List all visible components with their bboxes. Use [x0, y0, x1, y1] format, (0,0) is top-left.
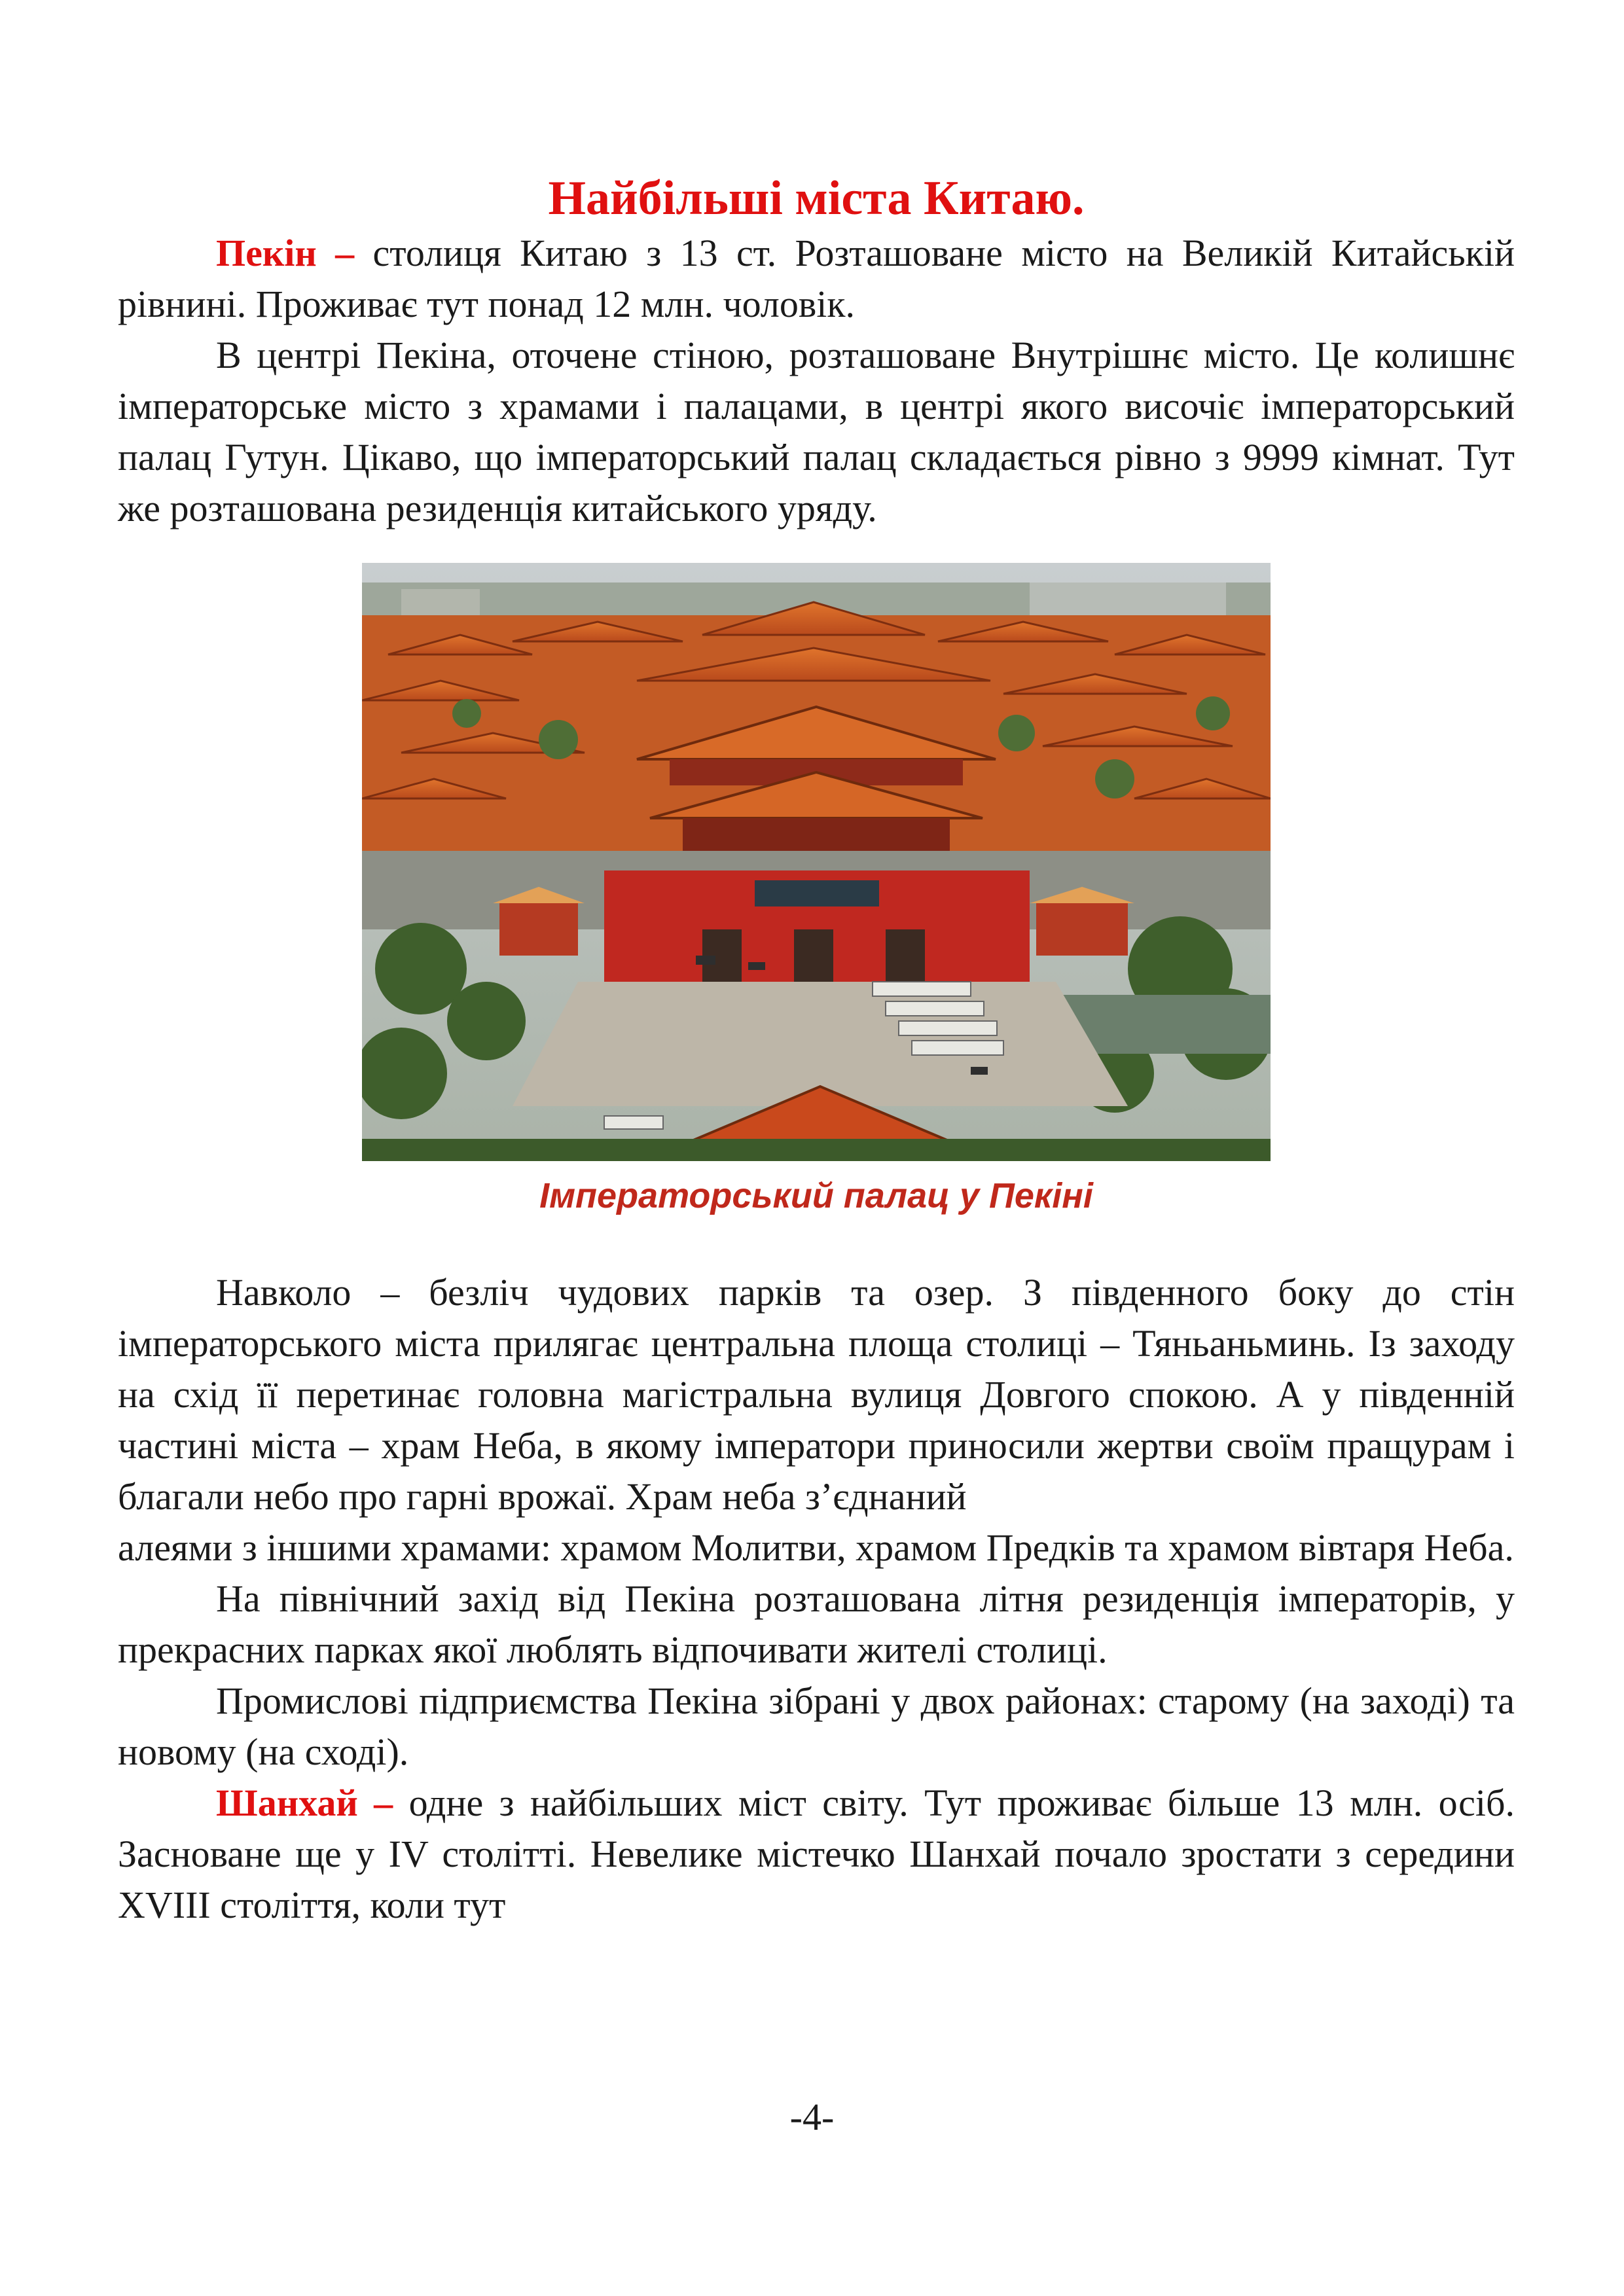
- figure-caption: Імператорський палац у Пекіні: [539, 1176, 1093, 1215]
- figure-imperial-palace: [118, 563, 1515, 1219]
- paragraph-inner-city: В центрі Пекіна, оточене стіною, розташоване Внутрішнє місто. Це колишнє імператорське місто з храмами і палацами, в центрі якого височіє імператорський палац Гутун. Цікаво, що імператорський палац складається рівно з 9999 кімнат. Тут же розташована резиденція китайського уряду.: [118, 334, 1515, 529]
- paragraph-beijing-intro: [118, 228, 1515, 330]
- paragraph-industry: Промислові підприємства Пекіна зібрані у двох районах: старому (на заході) та новому (на сході).: [118, 1679, 1515, 1773]
- paragraph-tiananmen: Навколо – безліч чудових парків та озер. З південного боку до стін імператорського міста прилягає центральна площа столиці – Тяньаньминь. Із заходу на схід її перетинає головна магістральна вулиця Довгого спокою. А у південній частині міста – храм Неба, в якому імператори приносили жертви своїм пращурам і благали небо про гарні врожаї. Храм неба з’єднаний: [118, 1271, 1515, 1518]
- page-number: -4-: [789, 2096, 835, 2138]
- paragraph-summer-residence: На північний захід від Пекіна розташована літня резиденція імператорів, у прекрасних парках якої люблять відпочивати жителі столиці.: [118, 1577, 1515, 1671]
- document-page: [118, 169, 1515, 1931]
- shanghai-text: одне з найбільших міст світу. Тут проживає більше 13 млн. осіб. Засноване ще у IV столітті. Невелике містечко Шанхай почало зростати з середини XVIII століття, коли тут: [118, 1782, 1515, 1926]
- beijing-intro-text: столиця Китаю з 13 ст. Розташоване місто на Великій Китайській рівнині. Проживає тут понад 12 млн. чоловік.: [118, 232, 1515, 325]
- beijing-lead: Пекін –: [216, 232, 355, 274]
- paragraph-shanghai: [118, 1778, 1515, 1931]
- shanghai-lead: Шанхай –: [216, 1782, 393, 1824]
- imperial-palace-photo: [362, 563, 1271, 1161]
- page-title: Найбільші міста Китаю.: [548, 171, 1085, 225]
- paragraph-tiananmen-continued: алеями з іншими храмами: храмом Молитви, храмом Предків та храмом вівтаря Неба.: [118, 1526, 1514, 1569]
